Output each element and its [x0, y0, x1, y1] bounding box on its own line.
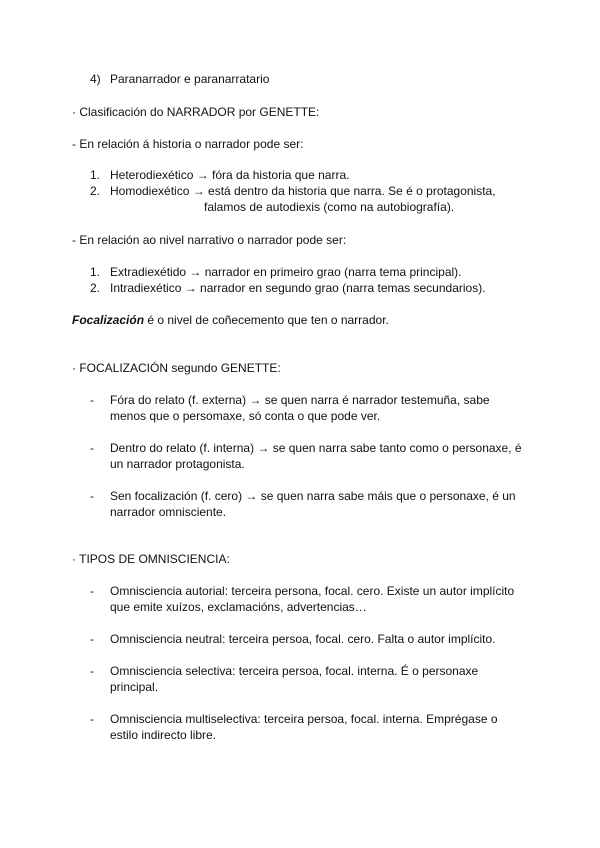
list-number: 2.: [90, 184, 101, 198]
list-dash: -: [90, 664, 94, 678]
list-item-text: Extradiexétido → narrador en primeiro grao (narra tema principal).: [110, 265, 462, 279]
section-heading-focalizacion: · FOCALIZACIÓN segundo GENETTE:: [72, 361, 281, 375]
list-item-text: Omnisciencia neutral: terceira persoa, focal. cero. Falta o autor implícito.: [110, 632, 496, 646]
list-dash: -: [90, 393, 94, 407]
list-dash: -: [90, 584, 94, 598]
list-number: 1.: [90, 168, 101, 182]
list-item-text: Paranarrador e paranarratario: [110, 72, 270, 86]
list-item-text: un narrador protagonista.: [110, 457, 245, 471]
section-heading-omnisciencia: · TIPOS DE OMNISCIENCIA:: [72, 552, 230, 566]
list-item-text: falamos de autodiexis (como na autobiografía).: [204, 200, 455, 214]
focalizacion-definition-text: é o nivel de coñecemento que ten o narrador.: [144, 313, 389, 327]
list-number: 4): [90, 72, 101, 86]
list-item-text: Homodiexético → está dentro da historia que narra. Se é o protagonista,: [110, 184, 496, 198]
list-item-text: estilo indirecto libre.: [110, 728, 217, 742]
list-item-text: principal.: [110, 680, 159, 694]
list-item-text: Fóra do relato (f. externa) → se quen narra é narrador testemuña, sabe: [110, 393, 490, 407]
list-dash: -: [90, 441, 94, 455]
list-number: 1.: [90, 265, 101, 279]
list-item-text: narrador omnisciente.: [110, 505, 227, 519]
list-item-text: Intradiexético → narrador en segundo grao (narra temas secundarios).: [110, 281, 486, 295]
list-item-text: Dentro do relato (f. interna) → se quen narra sabe tanto como o personaxe, é: [110, 441, 522, 455]
list-item-text: Heterodiexético → fóra da historia que narra.: [110, 168, 350, 182]
list-number: 2.: [90, 281, 101, 295]
focalizacion-definition: [72, 312, 389, 328]
list-item-text: Sen focalización (f. cero) → se quen narra sabe máis que o personaxe, é un: [110, 489, 516, 503]
section-heading-clasificacion: · Clasificación do NARRADOR por GENETTE:: [72, 105, 320, 119]
list-dash: -: [90, 632, 94, 646]
list-item-text: menos que o persomaxe, só conta o que pode ver.: [110, 409, 381, 423]
list-item-text: Omnisciencia multiselectiva: terceira persoa, focal. interna. Emprégase o: [110, 712, 498, 726]
list-item-text: Omnisciencia autorial: terceira persona, focal. cero. Existe un autor implícito: [110, 584, 515, 598]
list-item-text: que emite xuízos, exclamacións, advertencias…: [110, 600, 367, 614]
nivel-intro: - En relación ao nivel narrativo o narrador pode ser:: [72, 233, 347, 247]
focalizacion-term: Focalización: [72, 313, 145, 327]
historia-intro: - En relación á historia o narrador pode ser:: [72, 137, 304, 151]
list-dash: -: [90, 489, 94, 503]
list-dash: -: [90, 712, 94, 726]
list-item-text: Omnisciencia selectiva: terceira persoa, focal. interna. É o personaxe: [110, 664, 479, 678]
